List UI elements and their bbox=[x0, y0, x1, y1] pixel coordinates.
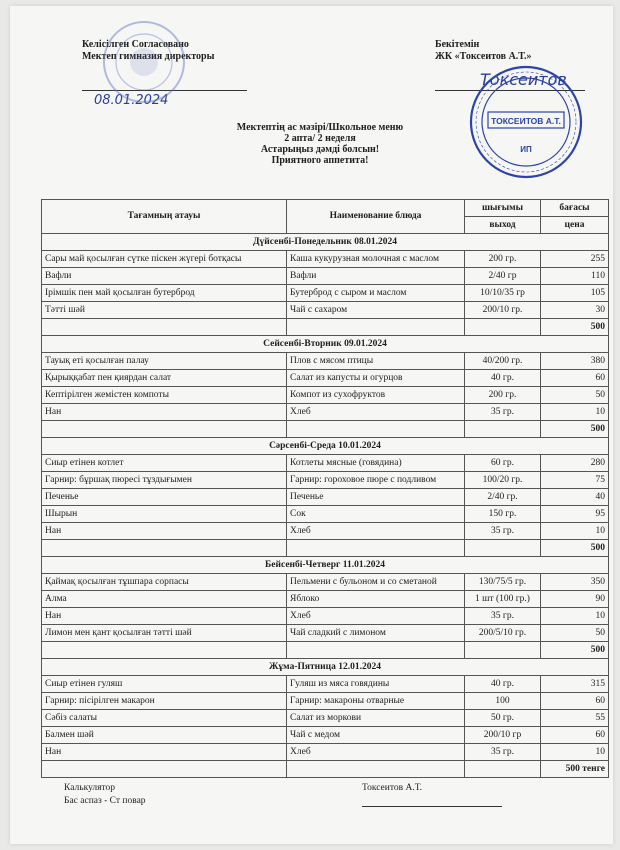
menu-item-row bbox=[42, 676, 609, 693]
empty-cell bbox=[465, 421, 541, 438]
header-price-kz: бағасы bbox=[541, 200, 609, 217]
dish-name-kz: Тәтті шәй bbox=[42, 302, 287, 319]
empty-cell bbox=[465, 642, 541, 659]
dish-name-kz: Сиыр етінен котлет bbox=[42, 455, 287, 472]
dish-portion: 2/40 гр. bbox=[465, 489, 541, 506]
approval-right-line1: Бекітемін bbox=[435, 39, 480, 50]
dish-portion: 40/200 гр. bbox=[465, 353, 541, 370]
dish-name-kz: Нан bbox=[42, 404, 287, 421]
dish-price: 10 bbox=[541, 523, 609, 540]
dish-price: 380 bbox=[541, 353, 609, 370]
dish-portion: 200 гр. bbox=[465, 251, 541, 268]
day-total-row bbox=[42, 540, 609, 557]
empty-cell bbox=[42, 761, 287, 778]
dish-name-kz: Қырыққабат пен қиярдан салат bbox=[42, 370, 287, 387]
menu-item-row bbox=[42, 591, 609, 608]
empty-cell bbox=[287, 761, 465, 778]
dish-price: 60 bbox=[541, 727, 609, 744]
dish-price: 55 bbox=[541, 710, 609, 727]
dish-name-ru: Чай сладкий с лимоном bbox=[287, 625, 465, 642]
day-title: Дүйсенбі-Понедельник 08.01.2024 bbox=[42, 234, 609, 251]
day-total: 500 тенге bbox=[541, 761, 609, 778]
dish-price: 90 bbox=[541, 591, 609, 608]
dish-name-ru: Гуляш из мяса говядины bbox=[287, 676, 465, 693]
dish-name-ru: Пельмени с бульоном и со сметаной bbox=[287, 574, 465, 591]
menu-item-row bbox=[42, 608, 609, 625]
title-line-4: Приятного аппетита! bbox=[271, 155, 369, 166]
day-total: 500 bbox=[541, 642, 609, 659]
empty-cell bbox=[287, 319, 465, 336]
day-header-row bbox=[42, 659, 609, 676]
menu-item-row bbox=[42, 625, 609, 642]
empty-cell bbox=[465, 761, 541, 778]
dish-price: 60 bbox=[541, 693, 609, 710]
day-total-row bbox=[42, 421, 609, 438]
right-stamp bbox=[468, 64, 584, 180]
day-total: 500 bbox=[541, 421, 609, 438]
menu-title-block bbox=[220, 122, 420, 166]
day-total-row bbox=[42, 642, 609, 659]
empty-cell bbox=[465, 540, 541, 557]
menu-item-row bbox=[42, 353, 609, 370]
dish-name-kz: Сары май қосылған сүтке піскен жүгері ботқасы bbox=[42, 251, 287, 268]
dish-price: 50 bbox=[541, 387, 609, 404]
handwritten-date: 08.01.2024 bbox=[94, 93, 169, 108]
dish-name-kz: Нан bbox=[42, 608, 287, 625]
dish-price: 75 bbox=[541, 472, 609, 489]
menu-item-row bbox=[42, 302, 609, 319]
dish-portion: 150 гр. bbox=[465, 506, 541, 523]
approval-left-line2: Мектеп гимназия директоры bbox=[82, 51, 215, 62]
dish-name-kz: Қаймақ қосылған тұшпара сорпасы bbox=[42, 574, 287, 591]
approval-right-line2: ЖК «Токсеитов А.Т.» bbox=[435, 51, 532, 62]
dish-price: 105 bbox=[541, 285, 609, 302]
footer-calculator-label: Калькулятор bbox=[64, 783, 116, 793]
dish-name-ru: Вафли bbox=[287, 268, 465, 285]
dish-name-ru: Плов с мясом птицы bbox=[287, 353, 465, 370]
dish-price: 315 bbox=[541, 676, 609, 693]
dish-portion: 40 гр. bbox=[465, 676, 541, 693]
dish-name-ru: Хлеб bbox=[287, 744, 465, 761]
dish-portion: 40 гр. bbox=[465, 370, 541, 387]
menu-item-row bbox=[42, 285, 609, 302]
empty-cell bbox=[42, 421, 287, 438]
dish-name-ru: Печенье bbox=[287, 489, 465, 506]
dish-price: 10 bbox=[541, 404, 609, 421]
dish-name-kz: Лимон мен қант қосылған тәтті шәй bbox=[42, 625, 287, 642]
dish-name-kz: Нан bbox=[42, 744, 287, 761]
day-total: 500 bbox=[541, 540, 609, 557]
dish-portion: 1 шт (100 гр.) bbox=[465, 591, 541, 608]
dish-price: 10 bbox=[541, 608, 609, 625]
dish-name-kz: Гарнир: бұршақ пюресі тұздығымен bbox=[42, 472, 287, 489]
empty-cell bbox=[42, 319, 287, 336]
dish-portion: 35 гр. bbox=[465, 523, 541, 540]
menu-item-row bbox=[42, 404, 609, 421]
header-price-ru: цена bbox=[541, 217, 609, 234]
dish-price: 280 bbox=[541, 455, 609, 472]
day-title: Жұма-Пятница 12.01.2024 bbox=[42, 659, 609, 676]
dish-name-kz: Гарнир: пісірілген макарон bbox=[42, 693, 287, 710]
dish-name-ru: Котлеты мясные (говядина) bbox=[287, 455, 465, 472]
footer-chef-label: Бас аспаз - Ст повар bbox=[64, 796, 146, 806]
dish-name-kz: Шырын bbox=[42, 506, 287, 523]
dish-portion: 100/20 гр. bbox=[465, 472, 541, 489]
handwritten-signature: Токсеитов bbox=[480, 70, 567, 89]
dish-portion: 35 гр. bbox=[465, 608, 541, 625]
dish-name-kz: Вафли bbox=[42, 268, 287, 285]
day-header-row bbox=[42, 336, 609, 353]
dish-name-kz: Балмен шәй bbox=[42, 727, 287, 744]
empty-cell bbox=[42, 540, 287, 557]
footer-signature-line bbox=[362, 806, 502, 807]
dish-portion: 130/75/5 гр. bbox=[465, 574, 541, 591]
dish-name-ru: Каша кукурузная молочная с маслом bbox=[287, 251, 465, 268]
dish-price: 255 bbox=[541, 251, 609, 268]
dish-name-ru: Яблоко bbox=[287, 591, 465, 608]
dish-portion: 100 bbox=[465, 693, 541, 710]
menu-item-row bbox=[42, 727, 609, 744]
dish-price: 110 bbox=[541, 268, 609, 285]
day-header-row bbox=[42, 557, 609, 574]
menu-item-row bbox=[42, 472, 609, 489]
day-total: 500 bbox=[541, 319, 609, 336]
dish-price: 50 bbox=[541, 625, 609, 642]
day-total-row bbox=[42, 319, 609, 336]
dish-name-kz: Тауық еті қосылған палау bbox=[42, 353, 287, 370]
dish-portion: 200/10 гр. bbox=[465, 302, 541, 319]
header-qty-ru: выход bbox=[465, 217, 541, 234]
dish-name-ru: Чай с сахаром bbox=[287, 302, 465, 319]
menu-item-row bbox=[42, 574, 609, 591]
dish-name-ru: Компот из сухофруктов bbox=[287, 387, 465, 404]
dish-name-ru: Гарнир: макароны отварные bbox=[287, 693, 465, 710]
dish-price: 350 bbox=[541, 574, 609, 591]
header-name-kz: Тағамның атауы bbox=[42, 200, 287, 234]
dish-name-kz: Ірімшік пен май қосылған бутерброд bbox=[42, 285, 287, 302]
dish-name-kz: Алма bbox=[42, 591, 287, 608]
menu-table-body bbox=[42, 234, 609, 778]
header-name-ru: Наименование блюда bbox=[287, 200, 465, 234]
day-title: Сейсенбі-Вторник 09.01.2024 bbox=[42, 336, 609, 353]
day-title: Бейсенбі-Четверг 11.01.2024 bbox=[42, 557, 609, 574]
stamp-center-name: ТОКСЕИТОВ А.Т. bbox=[491, 116, 561, 126]
menu-item-row bbox=[42, 693, 609, 710]
empty-cell bbox=[42, 642, 287, 659]
table-header-row bbox=[42, 200, 609, 217]
title-line-2: 2 апта/ 2 неделя bbox=[284, 133, 356, 144]
footer-left bbox=[64, 782, 146, 808]
menu-item-row bbox=[42, 710, 609, 727]
dish-portion: 50 гр. bbox=[465, 710, 541, 727]
menu-item-row bbox=[42, 489, 609, 506]
dish-name-ru: Хлеб bbox=[287, 523, 465, 540]
dish-portion: 2/40 гр bbox=[465, 268, 541, 285]
menu-item-row bbox=[42, 268, 609, 285]
menu-table bbox=[41, 199, 609, 778]
dish-portion: 10/10/35 гр bbox=[465, 285, 541, 302]
dish-name-kz: Нан bbox=[42, 523, 287, 540]
dish-name-ru: Хлеб bbox=[287, 608, 465, 625]
empty-cell bbox=[287, 540, 465, 557]
approval-left-line1: Келісілген Согласовано bbox=[82, 39, 189, 50]
dish-price: 40 bbox=[541, 489, 609, 506]
dish-portion: 200/5/10 гр. bbox=[465, 625, 541, 642]
menu-item-row bbox=[42, 370, 609, 387]
dish-name-ru: Сок bbox=[287, 506, 465, 523]
dish-name-ru: Салат из капусты и огурцов bbox=[287, 370, 465, 387]
dish-name-kz: Печенье bbox=[42, 489, 287, 506]
day-total-row bbox=[42, 761, 609, 778]
dish-name-ru: Бутерброд с сыром и маслом bbox=[287, 285, 465, 302]
left-stamp bbox=[102, 20, 186, 104]
day-header-row bbox=[42, 438, 609, 455]
empty-cell bbox=[465, 319, 541, 336]
dish-price: 10 bbox=[541, 744, 609, 761]
empty-cell bbox=[287, 642, 465, 659]
dish-name-ru: Хлеб bbox=[287, 404, 465, 421]
dish-name-kz: Сәбіз салаты bbox=[42, 710, 287, 727]
dish-name-kz: Кептірілген жемістен компоты bbox=[42, 387, 287, 404]
dish-name-kz: Сиыр етінен гуляш bbox=[42, 676, 287, 693]
title-line-3: Астарыңыз дәмді болсын! bbox=[260, 144, 380, 155]
title-line-1: Мектептің ас мәзірі/Школьное меню bbox=[236, 122, 404, 133]
dish-portion: 60 гр. bbox=[465, 455, 541, 472]
dish-portion: 35 гр. bbox=[465, 404, 541, 421]
dish-portion: 200 гр. bbox=[465, 387, 541, 404]
dish-name-ru: Салат из моркови bbox=[287, 710, 465, 727]
approval-right-block bbox=[435, 39, 531, 63]
menu-item-row bbox=[42, 455, 609, 472]
dish-portion: 200/10 гр bbox=[465, 727, 541, 744]
menu-item-row bbox=[42, 387, 609, 404]
dish-price: 95 bbox=[541, 506, 609, 523]
stamp-bottom-text: ИП bbox=[520, 145, 532, 154]
menu-item-row bbox=[42, 506, 609, 523]
day-title: Сәрсенбі-Среда 10.01.2024 bbox=[42, 438, 609, 455]
empty-cell bbox=[287, 421, 465, 438]
dish-price: 60 bbox=[541, 370, 609, 387]
dish-name-ru: Гарнир: гороховое пюре с подливом bbox=[287, 472, 465, 489]
dish-price: 30 bbox=[541, 302, 609, 319]
footer-right-name: Токсеитов А.Т. bbox=[362, 783, 422, 793]
menu-document bbox=[10, 6, 613, 844]
day-header-row bbox=[42, 234, 609, 251]
dish-portion: 35 гр. bbox=[465, 744, 541, 761]
menu-item-row bbox=[42, 744, 609, 761]
dish-name-ru: Чай с медом bbox=[287, 727, 465, 744]
header-qty-kz: шығымы bbox=[465, 200, 541, 217]
menu-item-row bbox=[42, 523, 609, 540]
menu-item-row bbox=[42, 251, 609, 268]
